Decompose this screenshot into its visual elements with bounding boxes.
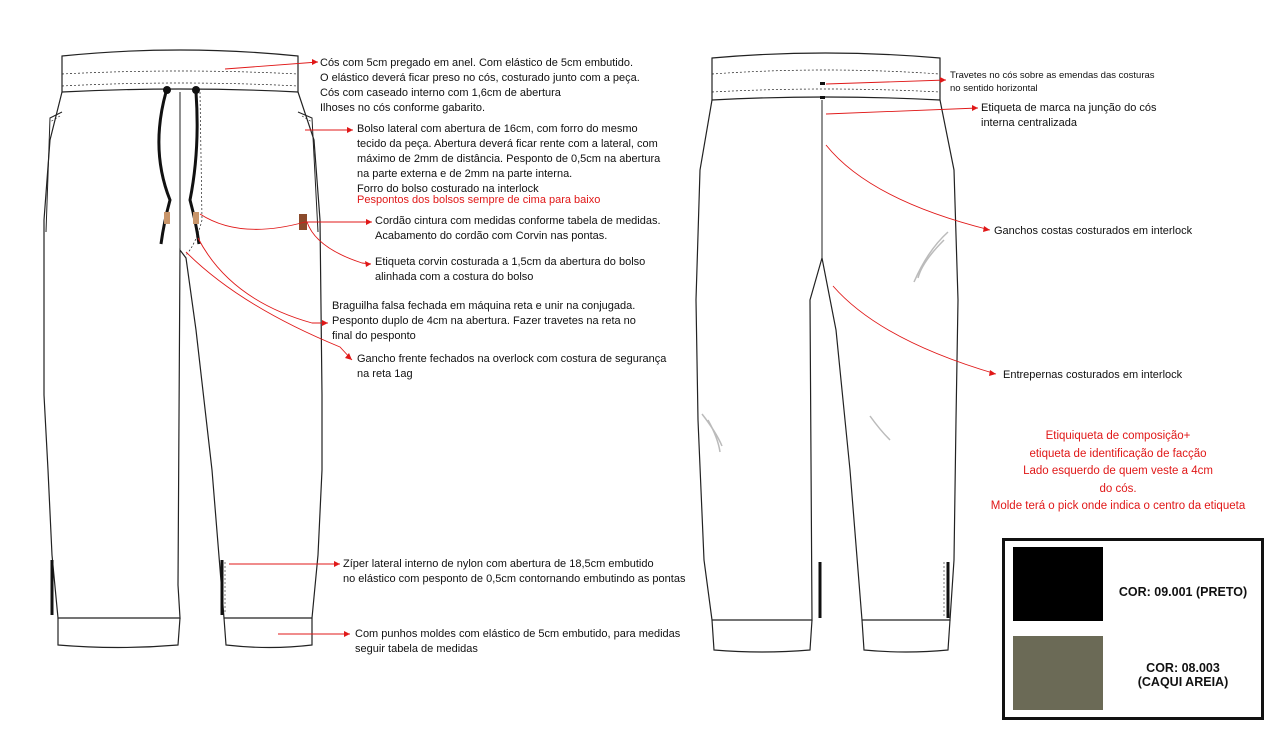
front-pants-drawing (44, 50, 322, 648)
composition-label-note: Etiquiqueta de composição+ etiqueta de identificação de facção Lado esquerdo de quem veste a 4cm do cós. Molde terá o pick onde indica o centro da etiqueta (990, 430, 1246, 512)
pocket-note: Bolso lateral com abertura de 16cm, com forro do mesmo tecido da peça. Abertura deverá ficar rente com a lateral, com máximo de 2mm de distância. Pesponto de 0,5cm na abertura na parte externa e de 2mm na parte interna. Forro do bolso costurado na interlock (357, 123, 661, 195)
corvin-label-note: Etiqueta corvin costurada a 1,5cm da abertura do bolso alinhada com a costura do bolso (375, 256, 646, 283)
front-right-cuff (224, 618, 312, 648)
back-left-cuff (712, 620, 812, 652)
color-swatch-khaki (1013, 636, 1103, 710)
pocket-stitch-warning: Pespontos dos bolsos sempre de cima para baixo (357, 194, 601, 206)
waistband-note: Cós com 5cm pregado em anel. Com elástico de 5cm embutido. O elástico deverá ficar preso no cós, costurado junto com a peça. Cós com caseado interno com 1,6cm de abertura Ilhoses no cós conforme gabarito. (320, 57, 640, 114)
fly-note: Braguilha falsa fechada em máquina reta e unir na conjugada. Pesponto duplo de 4cm na abertura. Fazer travetes na reta no final do pesponto (332, 300, 636, 342)
back-right-cuff (862, 620, 950, 652)
front-left-cuff (58, 618, 180, 648)
color-legend (1002, 538, 1264, 720)
color-swatch-black (1013, 547, 1103, 621)
brand-label-note: Etiqueta de marca na junção do cós interna centralizada (981, 102, 1157, 129)
inseam-note: Entrepernas costurados em interlock (1003, 369, 1183, 381)
brand-label-mark (820, 82, 825, 85)
zipper-note: Zíper lateral interno de nylon com abertura de 18,5cm embutido no elástico com pesponto de 0,5cm contornando embutindo as pontas (343, 558, 686, 585)
drawcord-note: Cordão cintura com medidas conforme tabela de medidas. Acabamento do cordão com Corvin nas pontas. (375, 215, 661, 242)
front-pants-outline (44, 92, 322, 618)
front-rise-note: Gancho frente fechados na overlock com costura de segurança na reta 1ag (357, 353, 667, 380)
cuffs-note: Com punhos moldes com elástico de 5cm embutido, para medidas seguir tabela de medidas (355, 628, 681, 655)
bartacks-note: Travetes no cós sobre as emendas das costuras no sentido horizontal (950, 70, 1155, 94)
back-pants-outline (696, 100, 958, 620)
color-label-khaki: COR: 08.003 (CAQUI AREIA) (1137, 661, 1229, 689)
back-waistband (712, 53, 940, 100)
brand-label-mark-2 (820, 96, 825, 99)
color-label-black: COR: 09.001 (PRETO) (1118, 585, 1248, 599)
drawcord (159, 86, 200, 244)
back-pants-drawing (696, 53, 958, 652)
front-waistband (62, 50, 298, 92)
front-left-pocket (46, 112, 62, 232)
back-rise-note: Ganchos costas costurados em interlock (994, 225, 1193, 237)
